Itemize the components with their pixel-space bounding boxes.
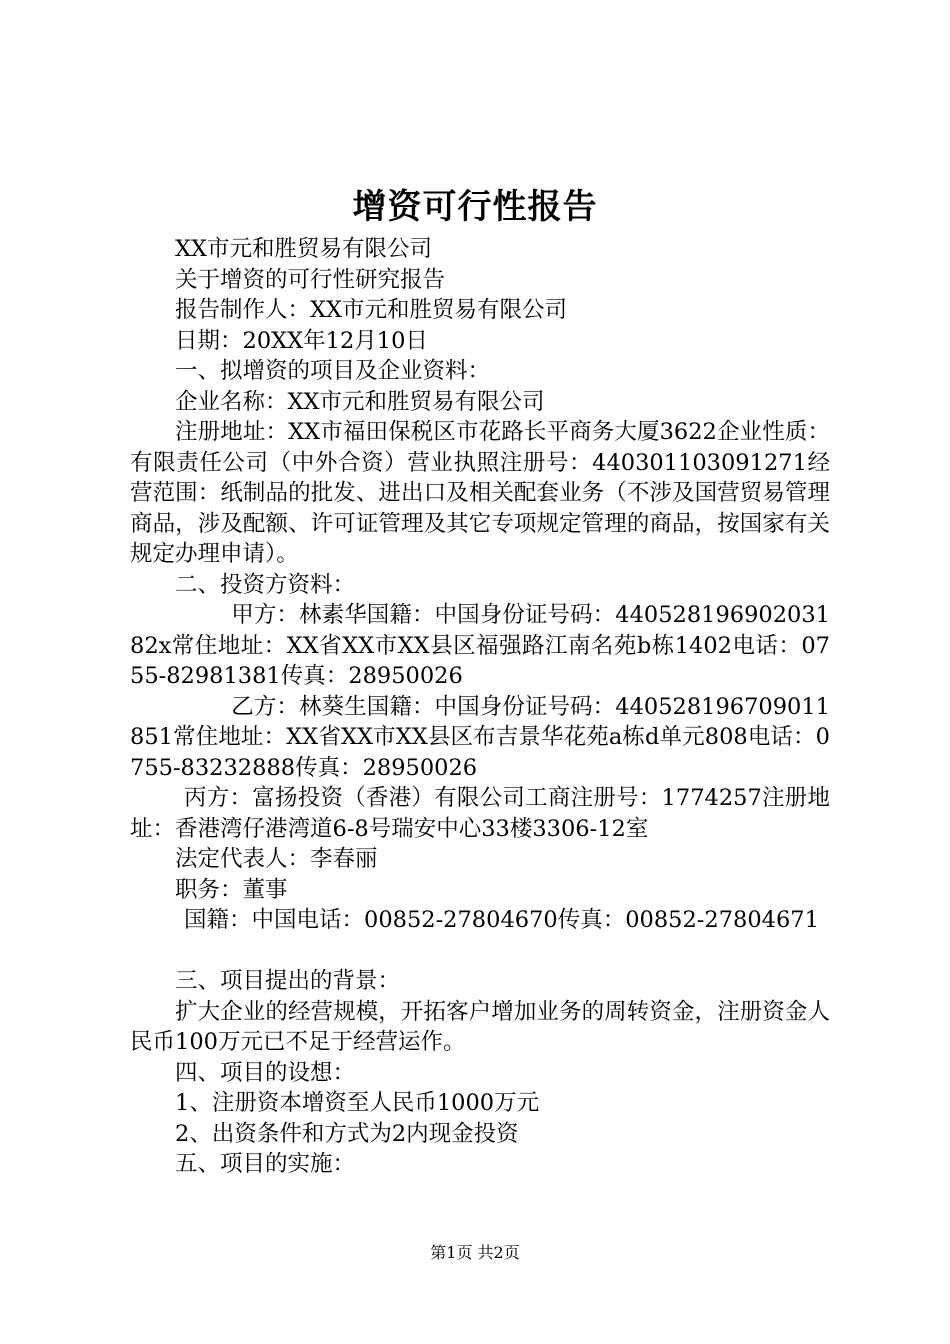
report-subtitle: 关于增资的可行性研究报告 <box>175 266 446 293</box>
section-heading-2: 二、投资方资料： <box>175 571 356 598</box>
report-date: 日期：20XX年12月10日 <box>175 327 428 354</box>
plan-item-1: 1、注册资本增资至人民币1000万元 <box>175 1090 540 1116</box>
report-author: 报告制作人：XX市元和胜贸易有限公司 <box>175 297 568 323</box>
investor-c: 丙方：富扬投资（香港）有限公司工商注册号：1774257注册地址：香港湾仔港湾道6-8号瑞安中心33楼3306-12室 <box>130 785 830 842</box>
blank-line <box>130 936 830 967</box>
document-title: 增资可行性报告 <box>352 187 598 227</box>
enterprise-details: 注册地址：XX市福田保税区市花路长平商务大厦3622企业性质：有限责任公司（中外合资）营业执照注册号：440301103091271经营范围：纸制品的批发、进出口及相关配套业务（不涉及国营贸易管理商品，涉及配额、许可证管理及其它专项规定管理的商品，按国家有关规定办理申请）。 <box>130 419 830 567</box>
enterprise-name: 企业名称：XX市元和胜贸易有限公司 <box>175 388 545 415</box>
position: 职务：董事 <box>175 876 288 903</box>
section-heading-5: 五、项目的实施： <box>175 1151 356 1177</box>
company-name-line: XX市元和胜贸易有限公司 <box>175 236 433 262</box>
investor-b: 乙方：林葵生国籍：中国身份证号码：440528196709011851常住地址：XX省XX市XX县区布吉景华花苑a栋d单元808电话：0755-83232888传真：28950026 <box>130 693 830 781</box>
investor-a: 甲方：林素华国籍：中国身份证号码：44052819690203182x常住地址：XX省XX市XX县区福强路江南名苑b栋1402电话：0755-82981381传真：28950026 <box>130 602 830 689</box>
nationality-contact: 国籍：中国电话：00852-27804670传真：00852-27804671 <box>184 907 819 933</box>
document-body <box>130 234 830 1180</box>
section-heading-4: 四、项目的设想： <box>175 1059 356 1086</box>
background-text: 扩大企业的经营规模，开拓客户增加业务的周转资金，注册资金人民币100万元已不足于经营运作。 <box>130 998 830 1055</box>
plan-item-2: 2、出资条件和方式为2内现金投资 <box>175 1120 519 1147</box>
section-heading-3: 三、项目提出的背景： <box>175 968 401 994</box>
section-heading-1: 一、拟增资的项目及企业资料： <box>175 358 491 384</box>
legal-representative: 法定代表人：李春丽 <box>175 846 378 872</box>
page-footer: 第1页 共2页 <box>430 1243 520 1262</box>
